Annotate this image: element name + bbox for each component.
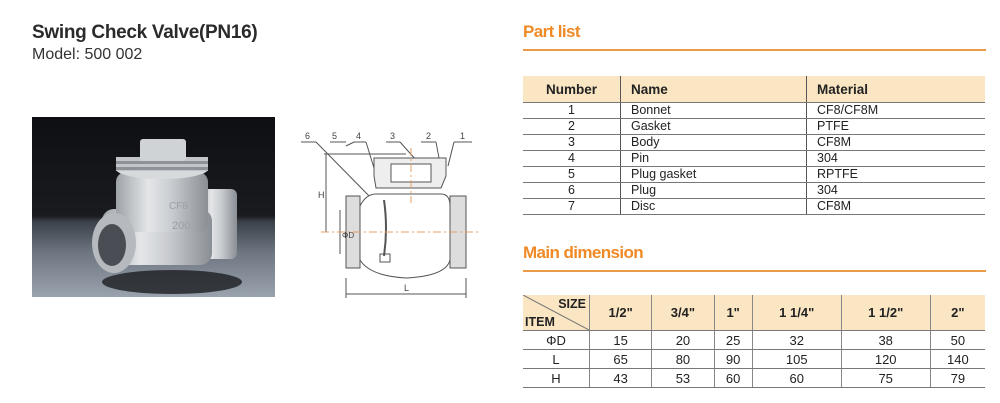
part-name: Pin	[621, 151, 807, 167]
part-name: Plug	[621, 183, 807, 199]
dimension-value: 105	[752, 350, 841, 369]
size-header: 1 1/2"	[841, 295, 930, 331]
dimension-value: 80	[652, 350, 714, 369]
svg-text:200: 200	[172, 220, 191, 232]
part-number: 1	[523, 103, 621, 119]
table-row	[523, 369, 985, 388]
item-name: H	[523, 369, 590, 388]
svg-text:L: L	[404, 283, 410, 293]
dimension-value: 43	[590, 369, 652, 388]
main-dimension-divider	[523, 270, 986, 272]
table-row	[523, 103, 985, 119]
dimension-value: 20	[652, 331, 714, 350]
table-header-row	[523, 76, 985, 103]
dimension-value: 75	[841, 369, 930, 388]
svg-text:3: 3	[390, 131, 396, 141]
svg-text:ΦD: ΦD	[342, 231, 355, 240]
svg-text:2: 2	[426, 131, 432, 141]
part-number: 7	[523, 199, 621, 215]
technical-drawing-icon	[296, 128, 486, 308]
item-label: ITEM	[525, 315, 555, 329]
column-header-name: Name	[621, 76, 807, 103]
size-item-corner-cell	[523, 295, 590, 331]
part-material: 304	[807, 151, 986, 167]
dimension-value: 65	[590, 350, 652, 369]
part-material: CF8M	[807, 135, 986, 151]
svg-text:H: H	[318, 190, 325, 200]
size-header: 3/4"	[652, 295, 714, 331]
part-list-heading: Part list	[523, 22, 580, 41]
svg-text:6: 6	[305, 131, 311, 141]
part-number: 2	[523, 119, 621, 135]
svg-text:5: 5	[332, 131, 338, 141]
main-dimension-table	[523, 295, 985, 388]
item-name: ΦD	[523, 331, 590, 350]
part-list-divider	[523, 49, 986, 51]
svg-text:CF8: CF8	[169, 201, 188, 212]
part-name: Gasket	[621, 119, 807, 135]
valve-photo-icon	[32, 117, 275, 297]
dimension-value: 53	[652, 369, 714, 388]
part-name: Body	[621, 135, 807, 151]
part-name: Bonnet	[621, 103, 807, 119]
dimension-value: 90	[714, 350, 752, 369]
part-list-table	[523, 76, 985, 215]
part-material: CF8M	[807, 199, 986, 215]
table-row	[523, 199, 985, 215]
dimension-value: 140	[930, 350, 985, 369]
size-label: SIZE	[558, 297, 586, 311]
part-number: 4	[523, 151, 621, 167]
part-material: CF8/CF8M	[807, 103, 986, 119]
part-number: 3	[523, 135, 621, 151]
size-header: 1"	[714, 295, 752, 331]
part-material: PTFE	[807, 119, 986, 135]
valve-cross-section-drawing	[296, 128, 486, 308]
product-title: Swing Check Valve(PN16)	[32, 22, 258, 43]
table-row	[523, 151, 985, 167]
table-row	[523, 350, 985, 369]
svg-text:4: 4	[356, 131, 362, 141]
part-number: 6	[523, 183, 621, 199]
dimension-value: 120	[841, 350, 930, 369]
part-name: Plug gasket	[621, 167, 807, 183]
dimension-value: 32	[752, 331, 841, 350]
size-header: 2"	[930, 295, 985, 331]
dimension-value: 15	[590, 331, 652, 350]
main-dimension-heading: Main dimension	[523, 243, 644, 262]
part-material: 304	[807, 183, 986, 199]
column-header-number: Number	[523, 76, 621, 103]
part-material: RPTFE	[807, 167, 986, 183]
dimension-value: 60	[714, 369, 752, 388]
table-row	[523, 183, 985, 199]
dimension-value: 60	[752, 369, 841, 388]
table-row	[523, 331, 985, 350]
part-number: 5	[523, 167, 621, 183]
table-row	[523, 167, 985, 183]
dimension-value: 25	[714, 331, 752, 350]
svg-text:1: 1	[460, 131, 466, 141]
size-header: 1 1/4"	[752, 295, 841, 331]
model-number: Model: 500 002	[32, 46, 143, 63]
product-photo	[32, 117, 275, 297]
table-header-row	[523, 295, 985, 331]
dimension-value: 50	[930, 331, 985, 350]
item-name: L	[523, 350, 590, 369]
column-header-material: Material	[807, 76, 986, 103]
table-row	[523, 135, 985, 151]
dimension-value: 38	[841, 331, 930, 350]
size-header: 1/2"	[590, 295, 652, 331]
dimension-value: 79	[930, 369, 985, 388]
table-row	[523, 119, 985, 135]
part-name: Disc	[621, 199, 807, 215]
